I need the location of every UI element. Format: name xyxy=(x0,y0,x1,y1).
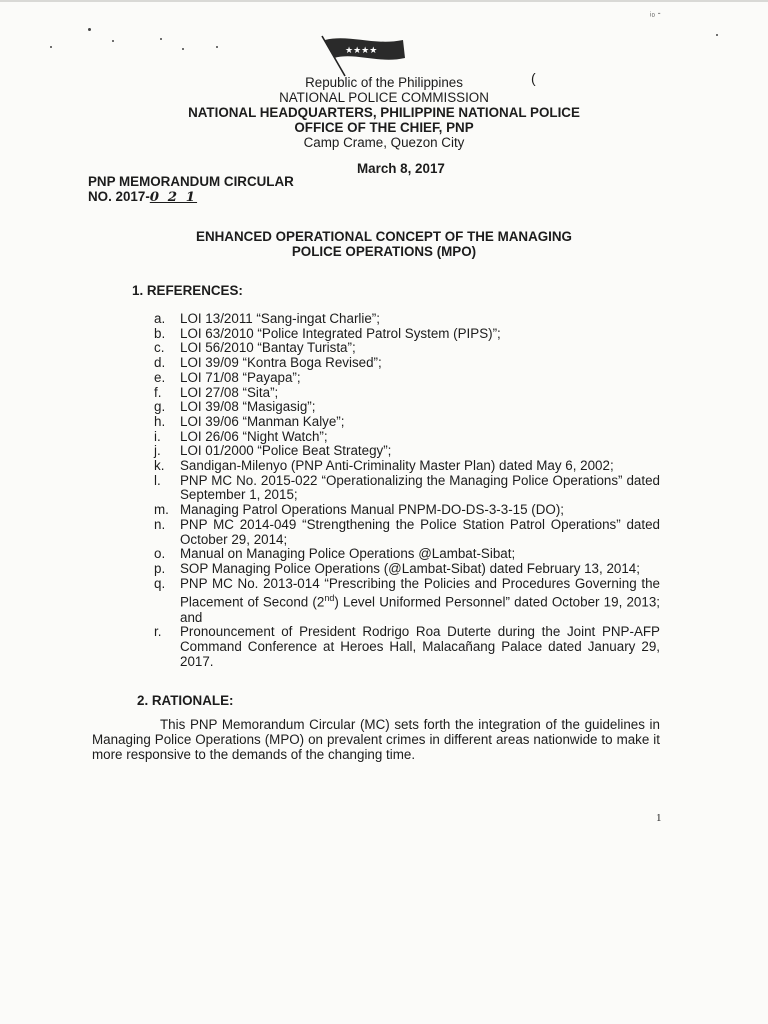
scan-speck xyxy=(160,38,162,40)
circular-number xyxy=(88,189,197,205)
reference-item xyxy=(154,430,660,445)
reference-text: SOP Managing Police Operations (@Lambat-Sibat) dated February 13, 2014; xyxy=(180,560,640,576)
scan-speck xyxy=(50,46,52,48)
svg-text:★★★★: ★★★★ xyxy=(345,46,378,56)
ordinal-superscript: nd xyxy=(324,593,335,604)
reference-text: Pronouncement of President Rodrigo Roa Duterte during the Joint PNP-AFP Command Conference at Heroes Hall, Malacañang Palace dated January 29, 2017. xyxy=(180,624,660,669)
reference-item xyxy=(154,444,660,459)
reference-item xyxy=(154,518,660,547)
reference-text: PNP MC 2014-049 “Strengthening the Police Station Patrol Operations” dated October 29, 2014; xyxy=(180,516,660,547)
reference-letter: k. xyxy=(154,458,165,474)
references-list xyxy=(154,312,660,669)
reference-item xyxy=(154,371,660,386)
reference-text: Managing Patrol Operations Manual PNPM-DO-DS-3-3-15 (DO); xyxy=(180,502,564,518)
scan-speck xyxy=(112,40,114,42)
rationale-paragraph: This PNP Memorandum Circular (MC) sets forth the integration of the guidelines in Managing Police Operations (MPO) on prevalent crimes in different areas nationwide to make it more responsive to the demands of the changing time. xyxy=(92,717,660,762)
commission-line: NATIONAL POLICE COMMISSION xyxy=(279,90,489,105)
reference-text: Sandigan-Milenyo (PNP Anti-Criminality Master Plan) dated May 6, 2002; xyxy=(180,458,614,474)
scan-edge-line xyxy=(0,0,768,2)
republic-line: Republic of the Philippines xyxy=(305,75,463,90)
location-line: Camp Crame, Quezon City xyxy=(303,135,465,150)
reference-letter: l. xyxy=(154,472,161,488)
reference-item xyxy=(154,625,660,669)
reference-letter: r. xyxy=(154,624,162,640)
reference-text: LOI 63/2010 “Police Integrated Patrol System (PIPS)”; xyxy=(180,325,501,341)
subject-line-2: POLICE OPERATIONS (MPO) xyxy=(291,244,477,259)
reference-letter: i. xyxy=(154,428,161,444)
reference-text-part: ) Level Uniformed Personnel” dated October 19, 2013; and xyxy=(180,594,660,625)
reference-text: LOI 39/09 “Kontra Boga Revised”; xyxy=(180,355,382,371)
reference-item xyxy=(154,503,660,518)
memo-date: March 8, 2017 xyxy=(357,161,445,176)
reference-letter: b. xyxy=(154,325,166,341)
reference-item xyxy=(154,415,660,430)
pnp-flag-emblem xyxy=(319,32,409,78)
reference-letter: c. xyxy=(154,340,165,356)
circular-number-prefix: NO. 2017- xyxy=(88,189,150,204)
reference-letter: j. xyxy=(154,443,161,459)
reference-item xyxy=(154,562,660,577)
letterhead xyxy=(0,75,768,150)
reference-letter: h. xyxy=(154,413,166,429)
section-references-title: 1. REFERENCES: xyxy=(132,283,243,298)
reference-letter: d. xyxy=(154,355,166,371)
reference-text: LOI 56/2010 “Bantay Turista”; xyxy=(180,340,356,356)
reference-item xyxy=(154,327,660,342)
reference-letter: n. xyxy=(154,516,166,532)
corner-mark: ᵢ₀ - xyxy=(650,8,661,18)
reference-item xyxy=(154,356,660,371)
reference-text: LOI 39/06 “Manman Kalye”; xyxy=(180,413,345,429)
page-number: 1 xyxy=(656,812,662,824)
reference-text: LOI 13/2011 “Sang-ingat Charlie”; xyxy=(180,311,380,326)
circular-label: PNP MEMORANDUM CIRCULAR xyxy=(88,174,294,189)
reference-item xyxy=(154,400,660,415)
reference-letter: e. xyxy=(154,369,166,385)
reference-letter: p. xyxy=(154,560,166,576)
reference-text: Manual on Managing Police Operations @Lambat-Sibat; xyxy=(180,546,516,562)
handwritten-number: 0 2 1 xyxy=(149,189,198,205)
reference-letter: m. xyxy=(154,502,169,518)
reference-letter: g. xyxy=(154,399,166,415)
reference-text: LOI 01/2000 “Police Beat Strategy”; xyxy=(180,443,392,459)
subject-title xyxy=(0,229,768,259)
stray-mark: ( xyxy=(531,70,536,86)
reference-text: LOI 27/08 “Sita”; xyxy=(180,384,279,400)
reference-text: PNP MC No. 2015-022 “Operationalizing the Managing Police Operations” dated September 1, 2015; xyxy=(180,472,660,503)
scan-speck xyxy=(716,34,718,36)
reference-text: LOI 26/06 “Night Watch”; xyxy=(180,428,328,444)
headquarters-line: NATIONAL HEADQUARTERS, PHILIPPINE NATIONAL POLICE xyxy=(188,105,580,120)
reference-item xyxy=(154,459,660,474)
reference-text-part: PNP MC No. 2013-014 “Prescribing the Policies and Procedures Governing the Placement of Second (2 xyxy=(180,575,660,610)
reference-item xyxy=(154,341,660,356)
reference-letter: q. xyxy=(154,575,166,591)
reference-letter: o. xyxy=(154,546,166,562)
scan-speck xyxy=(216,46,218,48)
reference-letter: a. xyxy=(154,311,166,326)
reference-item xyxy=(154,386,660,401)
reference-text: LOI 71/08 “Payapa”; xyxy=(180,369,301,385)
reference-item xyxy=(154,547,660,562)
reference-text: LOI 39/08 “Masigasig”; xyxy=(180,399,316,415)
scan-speck xyxy=(88,28,91,31)
reference-text xyxy=(180,577,660,626)
subject-line-1: ENHANCED OPERATIONAL CONCEPT OF THE MANAGING xyxy=(196,229,572,244)
section-rationale-title: 2. RATIONALE: xyxy=(137,693,234,708)
reference-item xyxy=(154,474,660,503)
reference-letter: f. xyxy=(154,384,162,400)
reference-item xyxy=(154,312,660,327)
reference-item xyxy=(154,577,660,626)
office-line: OFFICE OF THE CHIEF, PNP xyxy=(294,120,474,135)
scan-speck xyxy=(182,48,184,50)
